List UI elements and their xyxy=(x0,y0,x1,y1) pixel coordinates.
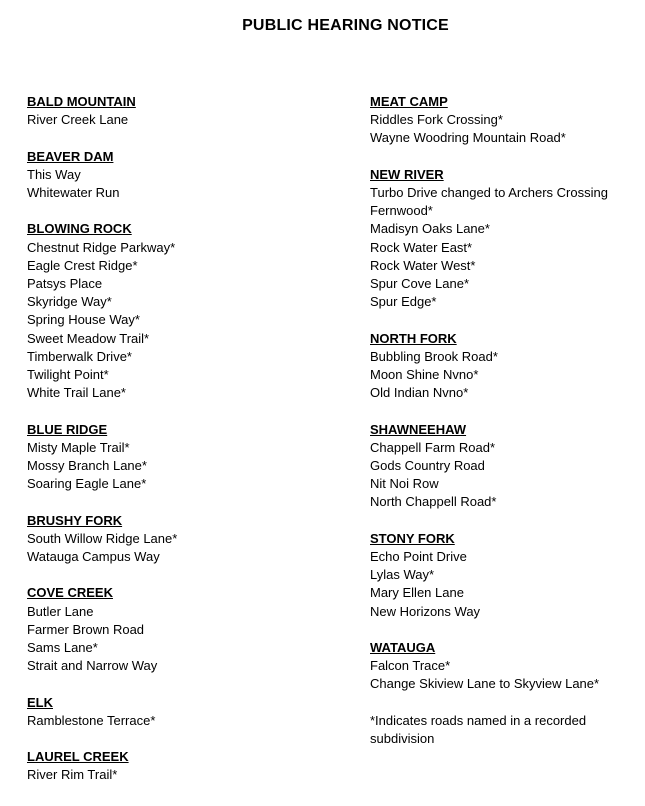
road-name: Nit Noi Row xyxy=(370,476,439,492)
road-name: Gods Country Road xyxy=(370,458,485,474)
township-section xyxy=(370,421,640,512)
township-heading: BLUE RIDGE xyxy=(27,421,108,437)
road-name: Old Indian Nvno* xyxy=(370,385,469,401)
road-name: Mossy Branch Lane* xyxy=(27,458,147,474)
road-name: North Chappell Road* xyxy=(370,494,497,510)
township-section xyxy=(370,530,640,621)
road-name: This Way xyxy=(27,166,81,182)
road-name: Watauga Campus Way xyxy=(27,549,160,565)
township-section xyxy=(27,748,347,784)
road-name: Turbo Drive changed to Archers Crossing xyxy=(370,185,608,200)
township-section xyxy=(27,512,347,567)
township-section xyxy=(370,166,640,312)
road-name: Madisyn Oaks Lane* xyxy=(370,221,490,237)
road-name: Lylas Way* xyxy=(370,567,435,583)
township-section xyxy=(370,330,640,403)
page-title: PUBLIC HEARING NOTICE xyxy=(242,17,449,34)
road-name: Bubbling Brook Road* xyxy=(370,348,498,364)
road-name: Rock Water East* xyxy=(370,239,473,255)
road-name: Timberwalk Drive* xyxy=(27,348,132,364)
road-name: Spur Edge* xyxy=(370,294,437,310)
township-heading: BLOWING ROCK xyxy=(27,221,132,237)
township-heading: LAUREL CREEK xyxy=(27,749,129,765)
road-name: Patsys Place xyxy=(27,276,103,291)
road-name: New Horizons Way xyxy=(370,603,481,619)
left-column xyxy=(27,93,347,803)
township-heading: BRUSHY FORK xyxy=(27,512,123,528)
road-name: Riddles Fork Crossing* xyxy=(370,112,503,128)
road-name: Falcon Trace* xyxy=(370,658,451,674)
right-column xyxy=(370,93,640,748)
township-section xyxy=(27,694,347,730)
road-name: Misty Maple Trail* xyxy=(27,439,130,455)
road-name: Moon Shine Nvno* xyxy=(370,367,479,383)
road-name: Sams Lane* xyxy=(27,640,98,656)
township-heading: STONY FORK xyxy=(370,530,455,546)
road-name: Soaring Eagle Lane* xyxy=(27,476,147,492)
township-heading: WATAUGA xyxy=(370,640,436,656)
road-name: Chappell Farm Road* xyxy=(370,439,496,455)
road-name: Wayne Woodring Mountain Road* xyxy=(370,130,566,146)
road-name: River Creek Lane xyxy=(27,112,129,128)
road-name: Spur Cove Lane* xyxy=(370,276,470,292)
road-name: Mary Ellen Lane xyxy=(370,585,464,601)
township-section xyxy=(370,639,640,694)
road-name: Twilight Point* xyxy=(27,367,109,383)
footnote: *Indicates roads named in a recorded subdivision xyxy=(370,712,587,747)
road-name: River Rim Trail* xyxy=(27,767,118,783)
road-name: Skyridge Way* xyxy=(27,294,112,310)
road-name: Spring House Way* xyxy=(27,312,140,328)
road-name: Fernwood* xyxy=(370,203,433,219)
township-heading: NEW RIVER xyxy=(370,166,444,182)
township-section xyxy=(27,421,347,494)
township-section xyxy=(370,93,640,148)
road-name: South Willow Ridge Lane* xyxy=(27,530,178,546)
township-section xyxy=(27,584,347,675)
township-heading: BALD MOUNTAIN xyxy=(27,94,136,109)
township-section xyxy=(27,148,347,203)
township-section xyxy=(27,93,347,129)
road-name: Farmer Brown Road xyxy=(27,621,145,637)
road-name: Ramblestone Terrace* xyxy=(27,712,156,728)
road-name: White Trail Lane* xyxy=(27,385,126,401)
township-heading: ELK xyxy=(27,694,53,710)
road-name: Strait and Narrow Way xyxy=(27,658,158,674)
road-name: Sweet Meadow Trail* xyxy=(27,330,150,346)
road-name: Whitewater Run xyxy=(27,185,120,200)
township-heading: SHAWNEEHAW xyxy=(370,421,467,437)
township-heading: BEAVER DAM xyxy=(27,148,114,164)
road-name: Butler Lane xyxy=(27,603,94,619)
township-heading: MEAT CAMP xyxy=(370,94,448,109)
road-name: Rock Water West* xyxy=(370,257,476,273)
township-heading: NORTH FORK xyxy=(370,330,457,346)
road-name: Change Skiview Lane to Skyview Lane* xyxy=(370,676,600,692)
township-heading: COVE CREEK xyxy=(27,585,113,601)
road-name: Chestnut Ridge Parkway* xyxy=(27,239,176,255)
road-name: Eagle Crest Ridge* xyxy=(27,257,138,273)
road-name: Echo Point Drive xyxy=(370,549,467,565)
township-section xyxy=(27,220,347,402)
